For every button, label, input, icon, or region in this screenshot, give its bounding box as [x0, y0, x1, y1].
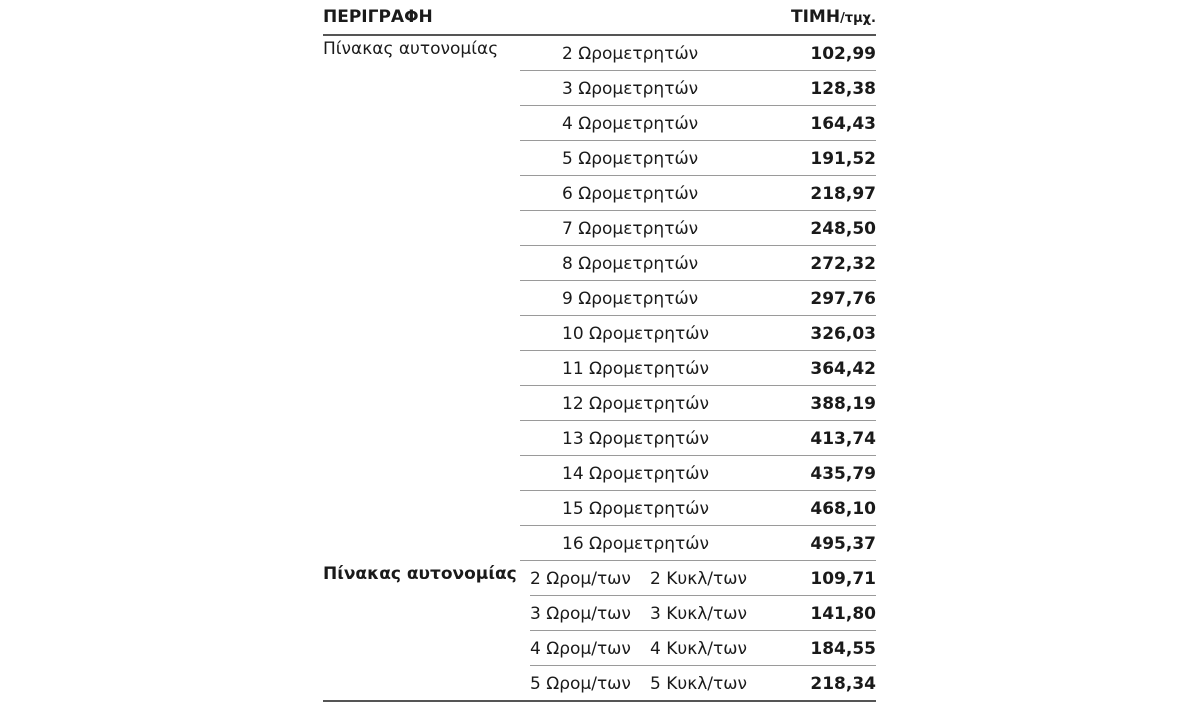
item-price: 164,43	[810, 114, 876, 134]
item-price: 297,76	[810, 289, 876, 309]
header-price-unit: /τμχ.	[840, 11, 876, 26]
section-title: Πίνακας αυτονομίας	[323, 39, 499, 59]
table-row	[520, 246, 876, 281]
item-price: 191,52	[810, 149, 876, 169]
item-name: 3 Ωρομετρητών	[562, 79, 699, 99]
table-row	[520, 421, 876, 456]
item-price: 128,38	[810, 79, 876, 99]
item-name: 16 Ωρομετρητών	[562, 534, 709, 554]
table-row	[520, 316, 876, 351]
table-row	[520, 211, 876, 246]
item-cycles: 4 Κυκλ/των	[650, 639, 747, 659]
item-name: 15 Ωρομετρητών	[562, 499, 709, 519]
item-hours: 4 Ωρομ/των	[530, 639, 631, 659]
header-price-label: ΤΙΜΗ	[790, 7, 841, 27]
table-row	[530, 631, 876, 666]
table-row	[520, 106, 876, 141]
table-row	[520, 386, 876, 421]
table-row	[520, 71, 876, 106]
table-row	[530, 666, 876, 700]
item-name: 14 Ωρομετρητών	[562, 464, 709, 484]
table-row	[530, 561, 876, 596]
item-price: 109,71	[810, 569, 876, 589]
item-price: 388,19	[810, 394, 876, 414]
item-name: 11 Ωρομετρητών	[562, 359, 709, 379]
item-price: 218,97	[810, 184, 876, 204]
item-name: 7 Ωρομετρητών	[562, 219, 699, 239]
table-row	[520, 491, 876, 526]
table-row	[520, 176, 876, 211]
section-single-hour-meters	[323, 36, 876, 561]
item-price: 468,10	[810, 499, 876, 519]
section-hour-cycle-meters	[323, 561, 876, 702]
table-row	[520, 456, 876, 491]
item-name: 9 Ωρομετρητών	[562, 289, 699, 309]
item-hours: 5 Ωρομ/των	[530, 674, 631, 694]
item-price: 141,80	[810, 604, 876, 624]
item-price: 184,55	[810, 639, 876, 659]
item-price: 435,79	[810, 464, 876, 484]
price-list	[323, 0, 876, 702]
table-row	[530, 596, 876, 631]
item-price: 495,37	[810, 534, 876, 554]
item-name: 13 Ωρομετρητών	[562, 429, 709, 449]
header-description: ΠΕΡΙΓΡΑΦΗ	[323, 7, 433, 27]
item-price: 218,34	[810, 674, 876, 694]
item-name: 5 Ωρομετρητών	[562, 149, 699, 169]
header-price	[791, 7, 876, 27]
item-cycles: 3 Κυκλ/των	[650, 604, 747, 624]
section-title: Πίνακας αυτονομίας	[323, 564, 517, 584]
item-name: 10 Ωρομετρητών	[562, 324, 709, 344]
item-price: 413,74	[810, 429, 876, 449]
item-name: 8 Ωρομετρητών	[562, 254, 699, 274]
item-name: 2 Ωρομετρητών	[562, 44, 699, 64]
item-cycles: 2 Κυκλ/των	[650, 569, 747, 589]
table-row	[520, 526, 876, 561]
item-name: 12 Ωρομετρητών	[562, 394, 709, 414]
item-price: 248,50	[810, 219, 876, 239]
table-row	[520, 281, 876, 316]
item-price: 326,03	[810, 324, 876, 344]
table-header	[323, 0, 876, 36]
item-name: 6 Ωρομετρητών	[562, 184, 699, 204]
item-price: 364,42	[810, 359, 876, 379]
item-price: 272,32	[810, 254, 876, 274]
item-hours: 2 Ωρομ/των	[530, 569, 631, 589]
table-row	[520, 141, 876, 176]
item-name: 4 Ωρομετρητών	[562, 114, 699, 134]
item-price: 102,99	[810, 44, 876, 64]
item-hours: 3 Ωρομ/των	[530, 604, 631, 624]
item-cycles: 5 Κυκλ/των	[650, 674, 747, 694]
table-row	[520, 351, 876, 386]
table-row	[520, 36, 876, 71]
